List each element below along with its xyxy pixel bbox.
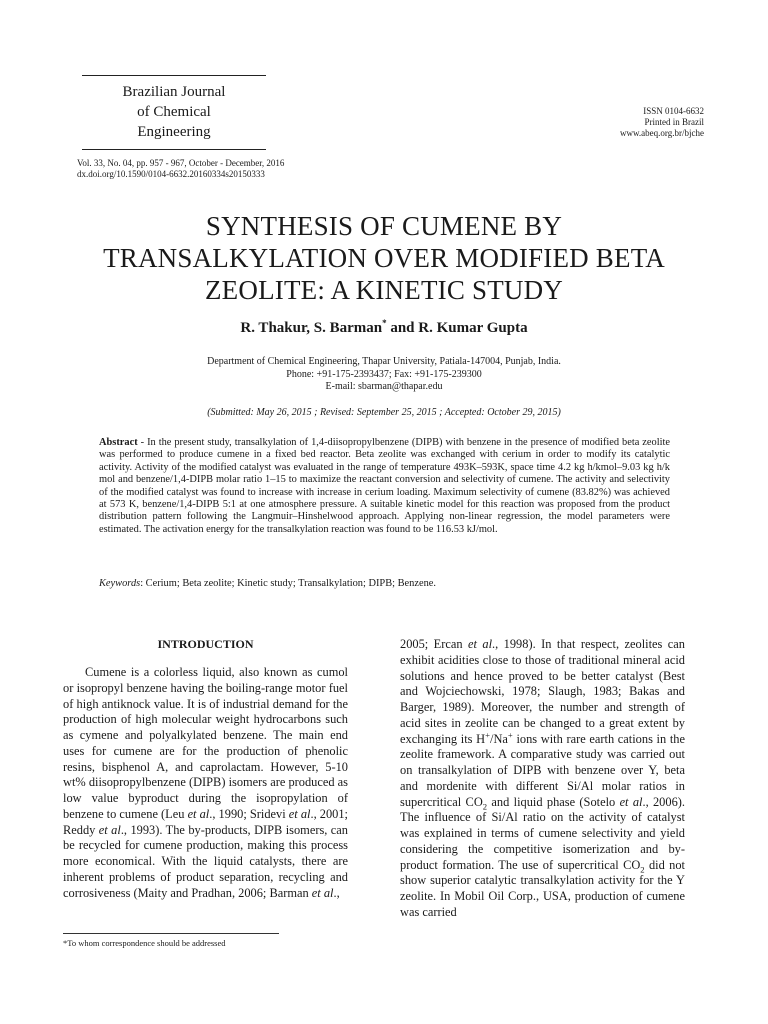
author-list xyxy=(64,320,704,337)
text-run: ., 2001; Reddy xyxy=(63,806,348,837)
journal-url[interactable]: www.abeq.org.br/bjche xyxy=(620,128,704,138)
superscript: + xyxy=(485,729,490,740)
journal-name-line2: of Chemical xyxy=(137,104,211,120)
text-run-italic: et al xyxy=(187,806,210,821)
text-run: ., 1990; Sridevi xyxy=(209,806,289,821)
footnote: *To whom correspondence should be addressed xyxy=(63,938,226,948)
text-run: ., 1993). The by-products, DIPB isomers, can be recycled for cumene production, making this process more economical. With the liquid catalysts, there are inherent problems of product separation, recycling and corrosiveness (Maity and Pradhan, 2006; Barman xyxy=(63,822,348,900)
text-run: ions with rare earth cations in the zeolite framework. A comparative study was carried out on transalkylation of DIPB with benzene over Y, beta and mordenite with different Si/Al molar ratios in supercritical CO xyxy=(400,731,685,809)
text-run: /Na xyxy=(490,731,508,746)
text-run: ., xyxy=(333,885,340,900)
journal-name-block xyxy=(82,75,266,142)
text-run: ., 2006). The influence of Si/Al ratio on the activity of catalyst was explained in terms of cumene selectivity and yield considering the competitive isomerization and by-product formation. The use of supercritical CO xyxy=(400,794,685,872)
text-run: ., 1998). In that respect, zeolites can exhibit acidities close to those of traditional mineral acid solutions and hence proved to be better catalyst (Best and Wojciechowski, 1978; Slaugh, 1983; Bakas and Barger, 1989). Moreover, the number and strength of acid sites in zeolite can be changed to a great extent by exchanging its H xyxy=(400,637,685,746)
keywords-text: : Cerium; Beta zeolite; Kinetic study; Transalkylation; DIPB; Benzene. xyxy=(140,578,436,589)
text-run-italic: et al xyxy=(311,885,334,900)
authors-first: R. Thakur, S. Barman xyxy=(240,320,383,336)
printed-in: Printed in Brazil xyxy=(644,117,704,127)
column-left xyxy=(63,665,348,901)
footnote-rule xyxy=(63,933,279,934)
superscript: + xyxy=(507,729,513,740)
issn-block xyxy=(620,106,704,139)
submission-dates: (Submitted: May 26, 2015 ; Revised: September 25, 2015 ; Accepted: October 29, 2015) xyxy=(207,407,561,418)
text-run: and liquid phase (Sotelo xyxy=(487,794,620,809)
volume-info xyxy=(77,158,284,180)
abstract-text: - In the present study, transalkylation of 1,4-diisopropylbenzene (DIPB) with benzene in the presence of modified beta zeolite was performed to produce cumene in a fixed bed reactor. Beta zeolite was exchanged with cerium in order to modify its catalytic activity. Activity of the modified catalyst was evaluated in the range of temperature 493K–593K, space time 4.2 kg h/kmol–9.03 kg h/k mol and benzene/1,4-DIPB molar ratio 1–15 to maximize the reactant conversion and selectivity of cumene. The activity and selectivity of the modified catalyst was found to increase with increase in cerium loading. Maximum selectivity of cumene (83.82%) was achieved at 573 K, benzene/1,4-DIPB 5:1 at one atmosphere pressure. A suitable kinetic model for this reaction was proposed from the product distribution pattern following the Langmuir–Hinshelwood approach. Applying non-linear regression, the model parameters were estimated. The activation energy for the transalkylation reaction was found to be 116.53 kJ/mol. xyxy=(99,437,670,535)
subscript: 2 xyxy=(640,863,645,874)
journal-rule xyxy=(82,149,266,150)
intro-paragraph-1-cont xyxy=(400,637,685,921)
journal-name-line3: Engineering xyxy=(137,124,211,140)
corresponding-author-mark: * xyxy=(382,318,387,328)
text-run-italic: et al xyxy=(98,822,121,837)
section-heading-introduction: INTRODUCTION xyxy=(157,637,254,651)
department: Department of Chemical Engineering, Thapar University, Patiala-147004, Punjab, India. xyxy=(207,356,561,367)
issn-number: ISSN 0104-6632 xyxy=(643,106,704,116)
title-line2: TRANSALKYLATION OVER MODIFIED BETA xyxy=(103,243,665,273)
doi-link[interactable]: dx.doi.org/10.1590/0104-6632.20160334s20150333 xyxy=(77,169,265,179)
intro-paragraph-1 xyxy=(63,665,348,901)
citation-line: Vol. 33, No. 04, pp. 957 - 967, October - December, 2016 xyxy=(77,158,285,168)
keywords-label: Keywords xyxy=(99,578,141,589)
abstract xyxy=(99,437,670,536)
journal-name-line1: Brazilian Journal xyxy=(122,84,226,100)
phone-fax: Phone: +91-175-2393437; Fax: +91-175-239300 xyxy=(286,368,482,380)
text-run-italic: et al xyxy=(619,794,643,809)
subscript: 2 xyxy=(482,800,488,811)
text-run: 2005; Ercan xyxy=(400,637,468,651)
text-run-italic: et al xyxy=(468,637,493,651)
text-run: did not show superior catalytic transalkylation activity for the Y zeolite. In Mobil Oil Corp., USA, production of cumene was carried xyxy=(400,857,685,919)
title-line1: SYNTHESIS OF CUMENE BY xyxy=(205,211,563,241)
keywords xyxy=(99,578,670,590)
text-run-italic: et al xyxy=(288,806,311,821)
text-run: Cumene is a colorless liquid, also known as cumol or isopropyl benzene having the boiling-range motor fuel of high antiknock value. It is of industrial demand for the production of high molecular weight hydrocarbons such as cymene and polyalkylated benzene. The main end uses for cumene are for the production of phenolic resins, bisphenol A, and caprolactam. However, 5-10 wt% diisopropylbenzene (DIPB) isomers are produced as low value byproduct during the isopropylation of benzene to cumene (Leu xyxy=(63,665,348,821)
affiliation-block xyxy=(64,356,704,394)
email[interactable]: E-mail: sbarman@thapar.edu xyxy=(325,381,443,392)
abstract-label: Abstract xyxy=(99,437,138,448)
paper-title xyxy=(64,210,704,306)
title-line3: ZEOLITE: A KINETIC STUDY xyxy=(204,275,563,305)
column-right xyxy=(400,637,685,921)
authors-rest: and R. Kumar Gupta xyxy=(386,320,528,336)
